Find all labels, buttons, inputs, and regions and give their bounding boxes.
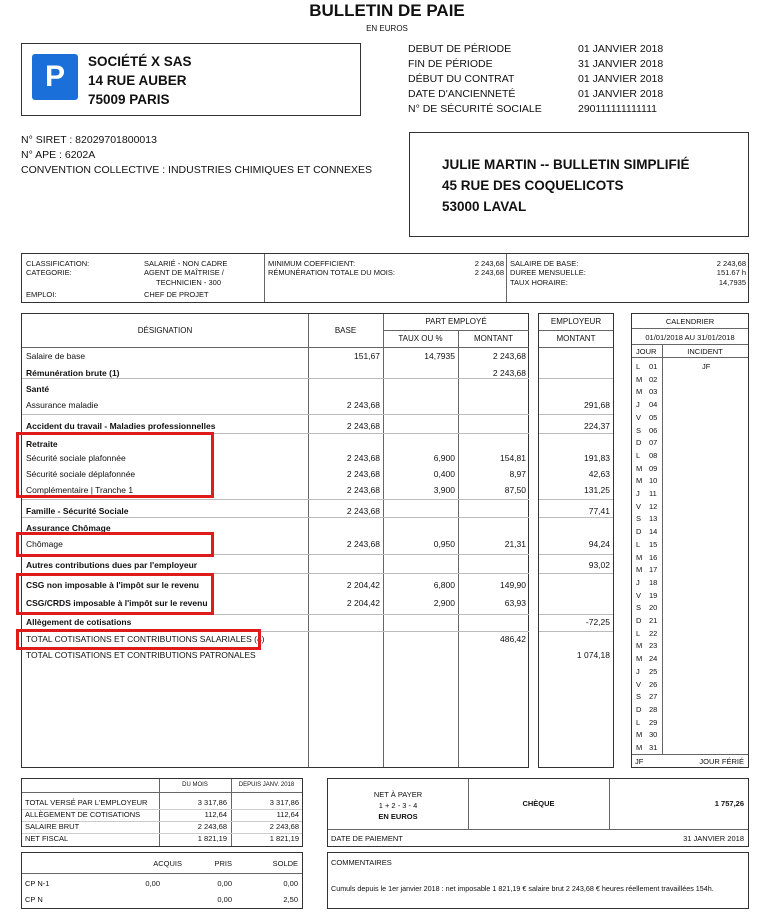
row-montant: 154,81 bbox=[500, 453, 526, 463]
table-row bbox=[22, 559, 529, 571]
calendar-weekday: S bbox=[636, 692, 642, 702]
calendar-day-number: 21 bbox=[649, 616, 658, 625]
company-box bbox=[21, 43, 361, 116]
header-base: BASE bbox=[334, 326, 357, 335]
calendar-day bbox=[632, 399, 748, 410]
conges-row bbox=[22, 878, 302, 890]
salaire-base-label: SALAIRE DE BASE: bbox=[510, 259, 579, 268]
header-designation: DÉSIGNATION bbox=[137, 326, 193, 335]
row-designation: Chômage bbox=[26, 539, 63, 549]
calendar-day-number: 14 bbox=[649, 527, 658, 537]
calendar-day bbox=[632, 564, 748, 575]
company-street: 14 RUE AUBER bbox=[88, 73, 187, 88]
totals-depuis: 112,64 bbox=[276, 810, 299, 819]
calendar-day bbox=[632, 386, 748, 397]
calendar-day-number: 07 bbox=[649, 438, 658, 448]
calendar-header-incident: INCIDENT bbox=[687, 347, 723, 356]
totals-header-depuis: DEPUIS JANV. 2018 bbox=[238, 782, 295, 788]
categorie-value: AGENT DE MAÎTRISE / bbox=[144, 268, 224, 277]
row-montant: 87,50 bbox=[504, 485, 526, 495]
calendar-day-number: 18 bbox=[649, 577, 658, 587]
row-designation: Autres contributions dues par l'employeur bbox=[26, 560, 198, 570]
row-montant: 8,97 bbox=[509, 469, 526, 479]
calendar-day bbox=[632, 463, 748, 474]
employeur-row bbox=[539, 399, 613, 411]
calendar-day bbox=[632, 361, 748, 372]
calendar-day bbox=[632, 653, 748, 664]
header-part-employe: PART EMPLOYÉ bbox=[425, 317, 487, 326]
totals-header-mois: DU MOIS bbox=[182, 782, 208, 788]
emploi-label: EMPLOI: bbox=[26, 290, 57, 299]
calendar-legend-code: JF bbox=[635, 757, 644, 766]
classification-label: CLASSIFICATION: bbox=[26, 259, 90, 268]
row-base: 2 204,42 bbox=[346, 598, 380, 608]
conges-acquis: 0,00 bbox=[145, 879, 160, 888]
totals-depuis: 1 821,19 bbox=[269, 834, 299, 843]
period-label: DÉBUT DU CONTRAT bbox=[408, 73, 515, 85]
calendar-weekday: M bbox=[636, 743, 643, 752]
row-designation: Retraite bbox=[26, 439, 58, 449]
calendar-weekday: M bbox=[636, 476, 643, 486]
calendar-day bbox=[632, 488, 748, 499]
header-montant: MONTANT bbox=[474, 334, 513, 343]
calendar-day-number: 17 bbox=[649, 565, 658, 575]
employeur-column bbox=[538, 313, 614, 768]
calendar-weekday: L bbox=[636, 717, 641, 727]
remu-value: 2 243,68 bbox=[474, 268, 504, 277]
calendar-day-number: 12 bbox=[649, 501, 658, 511]
period-value: 290111111111111 bbox=[578, 103, 658, 115]
row-designation: Complémentaire | Tranche 1 bbox=[26, 485, 134, 495]
calendar-day bbox=[632, 691, 748, 702]
calendar-weekday: J bbox=[636, 489, 640, 498]
row-base: 2 243,68 bbox=[346, 421, 380, 431]
payment-mode: CHÈQUE bbox=[522, 799, 555, 808]
calendar-weekday: S bbox=[636, 425, 642, 435]
classification-value: SALARIÉ - NON CADRE bbox=[144, 259, 228, 268]
calendar-day bbox=[632, 729, 748, 740]
employeur-row bbox=[539, 649, 613, 661]
calendar-day bbox=[632, 475, 748, 486]
totals-depuis: 3 317,86 bbox=[269, 798, 299, 807]
calendar-day-number: 09 bbox=[649, 463, 658, 473]
calendar-day bbox=[632, 425, 748, 436]
table-row bbox=[22, 616, 529, 628]
row-montant: 21,31 bbox=[504, 539, 526, 549]
totals-label: ALLÈGEMENT DE COTISATIONS bbox=[25, 810, 141, 819]
calendar-day-number: 04 bbox=[649, 400, 658, 410]
calendar-day bbox=[632, 640, 748, 651]
row-designation: Assurance Chômage bbox=[26, 523, 111, 533]
company-logo-icon: P bbox=[32, 54, 78, 100]
header-employeur: EMPLOYEUR bbox=[550, 317, 602, 326]
table-row bbox=[22, 399, 529, 411]
totals-label: TOTAL VERSÉ PAR L'EMPLOYEUR bbox=[25, 798, 148, 807]
taux-value: 14,7935 bbox=[718, 278, 746, 287]
period-value: 31 JANVIER 2018 bbox=[578, 58, 664, 70]
row-montant: 486,42 bbox=[500, 634, 526, 644]
calendar-day-number: 26 bbox=[649, 679, 658, 689]
calendar-weekday: J bbox=[636, 400, 640, 410]
company-siret: N° SIRET : 82029701800013 bbox=[21, 134, 157, 146]
row-montant: 63,93 bbox=[504, 598, 526, 608]
table-row bbox=[22, 383, 529, 395]
conges-pris: 0,00 bbox=[217, 879, 232, 888]
row-designation: Rémunération brute (1) bbox=[26, 368, 120, 378]
payment-date-value: 31 JANVIER 2018 bbox=[683, 834, 744, 843]
row-designation: Sécurité sociale plafonnée bbox=[26, 453, 126, 463]
row-employeur-montant: 191,83 bbox=[584, 453, 610, 463]
calendar-day bbox=[632, 539, 748, 550]
conges-header-solde: SOLDE bbox=[272, 859, 298, 868]
conges-label: CP N bbox=[25, 895, 43, 904]
calendar-header-jour: JOUR bbox=[636, 347, 657, 356]
calendar-day bbox=[632, 412, 748, 423]
calendar-day-number: 23 bbox=[649, 641, 658, 651]
calendar-weekday: D bbox=[636, 616, 642, 625]
employee-street: 45 RUE DES COQUELICOTS bbox=[442, 178, 624, 193]
calendar-weekday: L bbox=[636, 628, 641, 638]
calendar-weekday: M bbox=[636, 387, 643, 397]
header-taux: TAUX OU % bbox=[398, 334, 443, 343]
row-taux: 6,900 bbox=[433, 453, 455, 463]
row-designation: Allègement de cotisations bbox=[26, 617, 132, 627]
employee-city: 53000 LAVAL bbox=[442, 199, 527, 214]
calendar-day bbox=[632, 450, 748, 461]
company-city: 75009 PARIS bbox=[88, 92, 170, 107]
calendar-day bbox=[632, 577, 748, 588]
calendar-day bbox=[632, 552, 748, 563]
calendar-weekday: M bbox=[636, 641, 643, 651]
employeur-row bbox=[539, 633, 613, 645]
highlight-chomage bbox=[16, 532, 214, 557]
calendar-day-number: 28 bbox=[649, 704, 658, 714]
calendar-weekday: L bbox=[636, 450, 641, 460]
period-value: 01 JANVIER 2018 bbox=[578, 43, 664, 55]
totals-mois: 1 821,19 bbox=[197, 834, 227, 843]
row-montant: 149,90 bbox=[500, 580, 526, 590]
row-employeur-montant: 93,02 bbox=[588, 560, 610, 570]
row-designation: TOTAL COTISATIONS ET CONTRIBUTIONS SALARIALES (4) bbox=[26, 634, 265, 644]
calendar-day-number: 03 bbox=[649, 387, 658, 397]
period-label: DATE D'ANCIENNETÉ bbox=[408, 88, 516, 100]
comments-title: COMMENTAIRES bbox=[331, 858, 392, 867]
calendar-day-number: 22 bbox=[649, 628, 658, 638]
table-row bbox=[22, 420, 529, 432]
table-row bbox=[22, 649, 529, 661]
net-currency: EN EUROS bbox=[378, 812, 418, 821]
calendar-day bbox=[632, 526, 748, 537]
calendar-day-number: 05 bbox=[649, 412, 658, 422]
employeur-row bbox=[539, 350, 613, 362]
calendar-weekday: V bbox=[636, 412, 642, 422]
row-designation: CSG non imposable à l'impôt sur le revenu bbox=[26, 580, 200, 590]
totals-mois: 3 317,86 bbox=[197, 798, 227, 807]
classification-box bbox=[21, 253, 749, 303]
calendar-day bbox=[632, 666, 748, 677]
calendar-weekday: J bbox=[636, 577, 640, 587]
row-base: 151,67 bbox=[354, 351, 380, 361]
row-employeur-montant: 291,68 bbox=[584, 400, 610, 410]
duree-label: DUREE MENSUELLE: bbox=[510, 268, 586, 277]
row-designation: Famille - Sécurité Sociale bbox=[26, 506, 129, 516]
document-title: BULLETIN DE PAIE bbox=[309, 1, 465, 20]
totals-mois: 112,64 bbox=[204, 810, 227, 819]
conges-pris: 0,00 bbox=[217, 895, 232, 904]
calendar-weekday: V bbox=[636, 501, 642, 511]
calendar-weekday: M bbox=[636, 654, 643, 664]
employeur-row bbox=[539, 505, 613, 517]
table-row bbox=[22, 505, 529, 517]
period-value: 01 JANVIER 2018 bbox=[578, 73, 664, 85]
calendar-day-number: 27 bbox=[649, 692, 658, 702]
calendar-day-number: 29 bbox=[649, 717, 658, 727]
calendar-day-number: 31 bbox=[649, 743, 658, 752]
calendar-weekday: M bbox=[636, 552, 643, 562]
conges-solde: 2,50 bbox=[283, 895, 298, 904]
calendar-day bbox=[632, 374, 748, 385]
row-employeur-montant: 131,25 bbox=[584, 485, 610, 495]
period-info bbox=[408, 43, 748, 118]
calendar-weekday: S bbox=[636, 603, 642, 613]
calendar-weekday: S bbox=[636, 514, 642, 524]
calendar-weekday: M bbox=[636, 730, 643, 740]
highlight-retraite bbox=[16, 432, 214, 498]
row-taux: 6,800 bbox=[433, 580, 455, 590]
calendar-day bbox=[632, 602, 748, 613]
highlight-csg bbox=[16, 573, 214, 615]
payment-date-label: DATE DE PAIEMENT bbox=[331, 834, 403, 843]
employeur-row bbox=[539, 538, 613, 550]
totals-label: SALAIRE BRUT bbox=[25, 822, 80, 831]
row-montant: 2 243,68 bbox=[492, 351, 526, 361]
totals-label: NET FISCAL bbox=[25, 834, 69, 843]
calendar-weekday: D bbox=[636, 527, 642, 537]
calendar-day bbox=[632, 628, 748, 639]
row-taux: 0,400 bbox=[433, 469, 455, 479]
conges-row bbox=[22, 894, 302, 906]
table-row bbox=[22, 350, 529, 362]
row-base: 2 243,68 bbox=[346, 506, 380, 516]
comments-box bbox=[327, 852, 749, 909]
totals-row bbox=[22, 797, 302, 809]
net-box bbox=[327, 778, 749, 847]
highlight-total-salariales bbox=[16, 629, 261, 650]
conges-solde: 0,00 bbox=[283, 879, 298, 888]
row-employeur-montant: -72,25 bbox=[585, 617, 610, 627]
calendar-day-number: 30 bbox=[649, 730, 658, 740]
row-employeur-montant: 1 074,18 bbox=[576, 650, 610, 660]
row-designation: Sécurité sociale déplafonnée bbox=[26, 469, 136, 479]
categorie-label: CATEGORIE: bbox=[26, 268, 72, 277]
row-base: 2 204,42 bbox=[346, 580, 380, 590]
period-value: 01 JANVIER 2018 bbox=[578, 88, 664, 100]
employeur-row bbox=[539, 522, 613, 534]
row-montant: 2 243,68 bbox=[492, 368, 526, 378]
min-coef-label: MINIMUM COEFFICIENT: bbox=[268, 259, 356, 268]
row-employeur-montant: 94,24 bbox=[588, 539, 610, 549]
calendar-day-number: 13 bbox=[649, 514, 658, 524]
company-name: SOCIÉTÉ X SAS bbox=[88, 54, 192, 69]
remu-label: RÉMUNÉRATION TOTALE DU MOIS: bbox=[268, 268, 395, 277]
calendar-weekday: L bbox=[636, 539, 641, 549]
row-base: 2 243,68 bbox=[346, 539, 380, 549]
employeur-row bbox=[539, 438, 613, 450]
emploi-value: CHEF DE PROJET bbox=[144, 290, 209, 299]
calendar-incident: JF bbox=[702, 362, 711, 371]
calendar-day-number: 20 bbox=[649, 603, 658, 613]
employeur-row bbox=[539, 559, 613, 571]
row-taux: 0,950 bbox=[433, 539, 455, 549]
company-convention: CONVENTION COLLECTIVE : INDUSTRIES CHIMIQUES ET CONNEXES bbox=[21, 164, 373, 176]
period-label: DEBUT DE PÉRIODE bbox=[408, 43, 512, 55]
calendar-legend-label: JOUR FÉRIÉ bbox=[699, 757, 744, 766]
employee-name: JULIE MARTIN -- BULLETIN SIMPLIFIÉ bbox=[442, 157, 690, 172]
row-employeur-montant: 224,37 bbox=[584, 421, 610, 431]
calendar-weekday: V bbox=[636, 590, 642, 600]
row-taux: 2,900 bbox=[433, 598, 455, 608]
calendar-range: 01/01/2018 AU 31/01/2018 bbox=[645, 333, 735, 342]
calendar-day bbox=[632, 513, 748, 524]
calendar-weekday: M bbox=[636, 374, 643, 384]
totals-depuis: 2 243,68 bbox=[269, 822, 299, 831]
calendar-day bbox=[632, 704, 748, 715]
calendar-weekday: L bbox=[636, 362, 641, 371]
calendar-day-number: 19 bbox=[649, 590, 658, 600]
taux-label: TAUX HORAIRE: bbox=[510, 278, 568, 287]
conges-label: CP N-1 bbox=[25, 879, 50, 888]
header-employeur-montant: MONTANT bbox=[556, 334, 596, 343]
employeur-row bbox=[539, 579, 613, 591]
min-coef-value: 2 243,68 bbox=[474, 259, 504, 268]
calendar-day-number: 06 bbox=[649, 425, 658, 435]
row-taux: 14,7935 bbox=[424, 351, 455, 361]
row-designation: CSG/CRDS imposable à l'impôt sur le revenu bbox=[26, 598, 208, 608]
calendar-day bbox=[632, 501, 748, 512]
row-taux: 3,900 bbox=[433, 485, 455, 495]
calendar-weekday: D bbox=[636, 704, 642, 714]
row-base: 2 243,68 bbox=[346, 453, 380, 463]
calendar-day bbox=[632, 679, 748, 690]
calendar-weekday: D bbox=[636, 438, 642, 448]
calendar bbox=[631, 313, 749, 768]
employee-box bbox=[409, 132, 749, 237]
employeur-row bbox=[539, 597, 613, 609]
period-label: FIN DE PÉRIODE bbox=[408, 58, 493, 70]
calendar-day bbox=[632, 742, 748, 753]
row-designation: Salaire de base bbox=[26, 351, 86, 361]
calendar-day-number: 16 bbox=[649, 552, 658, 562]
row-base: 2 243,68 bbox=[346, 469, 380, 479]
employeur-row bbox=[539, 420, 613, 432]
row-base: 2 243,68 bbox=[346, 400, 380, 410]
net-amount: 1 757,26 bbox=[714, 799, 744, 808]
calendar-day bbox=[632, 717, 748, 728]
net-formula: 1 + 2 - 3 - 4 bbox=[378, 801, 418, 810]
totals-mois: 2 243,68 bbox=[197, 822, 227, 831]
employeur-row bbox=[539, 452, 613, 464]
row-employeur-montant: 77,41 bbox=[588, 506, 610, 516]
employeur-row bbox=[539, 616, 613, 628]
calendar-day-number: 15 bbox=[649, 539, 658, 549]
calendar-day-number: 01 bbox=[649, 362, 658, 371]
comments-text: Cumuls depuis le 1er janvier 2018 : net imposable 1 821,19 € salaire brut 2 243,68 € heures réellement travaillées 154h. bbox=[331, 884, 714, 893]
totals-row bbox=[22, 833, 302, 845]
row-designation: Assurance maladie bbox=[26, 400, 99, 410]
duree-value: 151.67 h bbox=[716, 268, 746, 277]
totals-row bbox=[22, 809, 302, 821]
categorie-value-2: TECHNICIEN - 300 bbox=[156, 278, 222, 287]
employeur-row bbox=[539, 468, 613, 480]
row-base: 2 243,68 bbox=[346, 485, 380, 495]
salaire-base-value: 2 243,68 bbox=[716, 259, 746, 268]
calendar-weekday: M bbox=[636, 463, 643, 473]
calendar-day-number: 25 bbox=[649, 666, 658, 676]
calendar-weekday: V bbox=[636, 679, 642, 689]
period-label: N° DE SÉCURITÉ SOCIALE bbox=[408, 103, 542, 115]
company-ape: N° APE : 6202A bbox=[21, 149, 96, 161]
employeur-row bbox=[539, 383, 613, 395]
calendar-day-number: 08 bbox=[649, 450, 658, 460]
calendar-day-number: 10 bbox=[649, 476, 658, 486]
calendar-weekday: J bbox=[636, 666, 640, 676]
calendar-day-number: 11 bbox=[649, 489, 657, 498]
totals-row bbox=[22, 821, 302, 833]
calendar-weekday: M bbox=[636, 565, 643, 575]
net-label: NET À PAYER bbox=[373, 790, 423, 799]
document-subtitle: EN EUROS bbox=[366, 24, 408, 33]
row-employeur-montant: 42,63 bbox=[588, 469, 610, 479]
conges-header-acquis: ACQUIS bbox=[153, 859, 182, 868]
calendar-day bbox=[632, 590, 748, 601]
row-designation: Accident du travail - Maladies professionnelles bbox=[26, 421, 216, 431]
row-designation: Santé bbox=[26, 384, 50, 394]
calendar-day-number: 02 bbox=[649, 374, 658, 384]
calendar-title: CALENDRIER bbox=[665, 317, 715, 326]
employeur-row bbox=[539, 484, 613, 496]
calendar-day-number: 24 bbox=[649, 654, 658, 664]
conges-header-pris: PRIS bbox=[214, 859, 232, 868]
calendar-day bbox=[632, 437, 748, 448]
totals-box bbox=[21, 778, 303, 847]
row-designation: TOTAL COTISATIONS ET CONTRIBUTIONS PATRONALES bbox=[26, 650, 256, 660]
calendar-day bbox=[632, 615, 748, 626]
conges-box bbox=[21, 852, 303, 909]
